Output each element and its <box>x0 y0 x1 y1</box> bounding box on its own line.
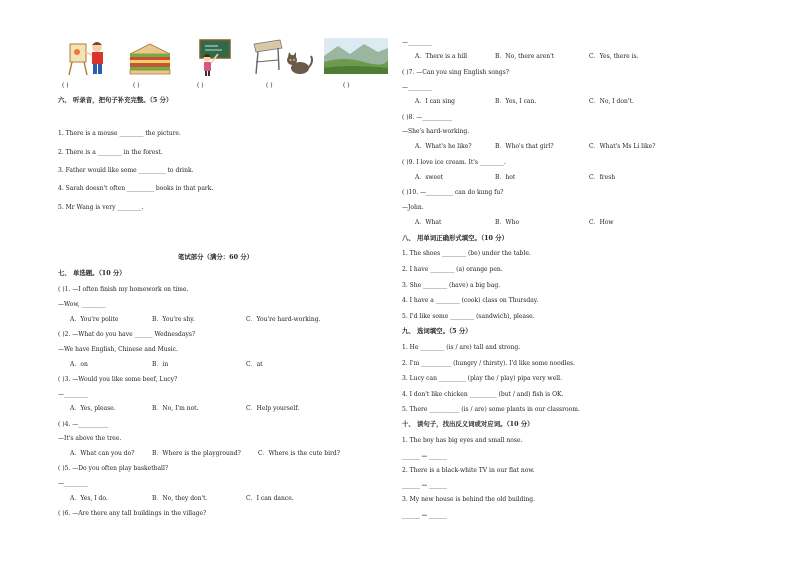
landscape-picture <box>324 38 388 74</box>
option-a[interactable]: A．There is a hill <box>415 53 468 60</box>
question-reply: —John. <box>402 204 424 211</box>
question-stem: ( )4. —__________ <box>58 421 109 428</box>
option-c[interactable]: C．How <box>589 219 614 226</box>
section6-item: 4. Sarah doesn't often _________ books in that park. <box>58 185 214 192</box>
section7-heading: 七、 单选题。（10 分） <box>58 269 126 277</box>
section6-item: 2. There is a ________ in the forest. <box>58 149 163 156</box>
question-stem: ( )6. —Are there any tall buildings in the village? <box>58 510 207 517</box>
section10-sentence: 3. My new house is behind the old building. <box>402 496 536 503</box>
section10-answer-pair[interactable]: ______ ↔ ______ <box>402 482 447 489</box>
question-reply: —It's above the tree. <box>58 435 122 442</box>
section8-item: 5. I'd like some ________ (sandwich), please. <box>402 313 535 320</box>
boy-painting-picture <box>68 38 110 76</box>
question-reply: —Wow, ________ <box>58 301 106 308</box>
section8-heading: 八、 用单词正确形式填空。（10 分） <box>402 234 509 242</box>
section6-item: 5. Mr Wang is very ________. <box>58 204 144 211</box>
section10-answer-pair[interactable]: ______ ↔ ______ <box>402 453 447 460</box>
picture-answer-paren[interactable]: ( ) <box>266 82 273 89</box>
option-b[interactable]: B．Yes, I can. <box>495 98 537 105</box>
question-reply: —She's hard-working. <box>402 128 470 135</box>
option-b[interactable]: B．No, there aren't <box>495 53 555 60</box>
option-a[interactable]: A．What's he like? <box>415 143 472 150</box>
option-c[interactable]: C．No, I don't. <box>589 98 634 105</box>
question-reply: —________ <box>402 39 432 46</box>
question-stem: ( )2. —What do you have ______ Wednesdays? <box>58 331 196 338</box>
option-c[interactable]: C．You're hard-working. <box>246 316 321 323</box>
option-a[interactable]: A．on <box>70 361 88 368</box>
option-c[interactable]: C．fresh <box>589 174 616 181</box>
question-reply: —We have English, Chinese and Music. <box>58 346 178 353</box>
section10-sentence: 2. There is a black-white TV in our flat now. <box>402 467 535 474</box>
option-c[interactable]: C．Help yourself. <box>246 405 300 412</box>
option-a[interactable]: A．What can you do? <box>70 450 135 457</box>
section9-item: 3. Lucy can _________ (play the / play) pipa very well. <box>402 375 562 382</box>
section9-item: 4. I don't like chicken _________ (but / and) fish is OK. <box>402 391 564 398</box>
picture-answer-paren[interactable]: ( ) <box>133 82 140 89</box>
option-b[interactable]: B．in <box>152 361 169 368</box>
option-a[interactable]: A．Yes, please. <box>70 405 116 412</box>
section9-item: 5. There __________ (is / are) some plants in our classroom. <box>402 406 580 413</box>
option-a[interactable]: A．sweet <box>415 174 444 181</box>
option-b[interactable]: B．No, they don't. <box>152 495 208 502</box>
section9-item: 2. I'm __________ (hungry / thirsty). I'd like some noodles. <box>402 360 576 367</box>
picture-answer-paren[interactable]: ( ) <box>62 82 69 89</box>
section9-heading: 九、 选词填空。（5 分） <box>402 327 472 335</box>
section8-item: 4. I have a ________ (cook) class on Thursday. <box>402 297 539 304</box>
teacher-picture <box>196 38 232 76</box>
option-c[interactable]: C．Where is the cute bird? <box>258 450 340 457</box>
option-c[interactable]: C．I can dance. <box>246 495 294 502</box>
option-a[interactable]: A．What <box>415 219 442 226</box>
section10-sentence: 1. The boy has big eyes and small nose. <box>402 437 523 444</box>
section8-item: 3. She ________ (have) a big bag. <box>402 282 501 289</box>
option-b[interactable]: B．Who's that girl? <box>495 143 554 150</box>
option-b[interactable]: B．No, I'm not. <box>152 405 199 412</box>
question-stem: ( )9. I love ice cream. It's ________. <box>402 159 506 166</box>
desk-cat-picture <box>248 38 316 78</box>
question-stem: ( )8. —__________ <box>402 114 453 121</box>
section10-heading: 十、 读句子，找出反义词或对应词。（10 分） <box>402 420 534 428</box>
section8-item: 1. The shoes ________ (be) under the table. <box>402 250 531 257</box>
section6-heading: 六、 听录音，把句子补充完整。（5 分） <box>58 96 173 104</box>
written-part-title: 笔试部分（满分：60 分） <box>178 253 254 261</box>
option-c[interactable]: C．Yes, there is. <box>589 53 639 60</box>
question-stem: ( )10. —_________ can do kung fu? <box>402 189 504 196</box>
option-b[interactable]: B．Who <box>495 219 520 226</box>
section6-item: 1. There is a mouse ________ the picture. <box>58 130 181 137</box>
picture-answer-paren[interactable]: ( ) <box>197 82 204 89</box>
question-stem: ( )3. —Would you like some beef, Lucy? <box>58 376 178 383</box>
option-b[interactable]: B．You're shy. <box>152 316 195 323</box>
question-reply: —________ <box>402 84 432 91</box>
question-reply: —________ <box>58 391 88 398</box>
picture-answer-paren[interactable]: ( ) <box>343 82 350 89</box>
question-stem: ( )1. —I often finish my homework on time. <box>58 286 189 293</box>
section9-item: 1. He ________ (is / are) tall and strong. <box>402 344 521 351</box>
question-reply: —________ <box>58 480 88 487</box>
section8-item: 2. I have ________ (a) orange pen. <box>402 266 503 273</box>
sandwich-picture <box>128 42 172 76</box>
question-stem: ( )5. —Do you often play basketball? <box>58 465 169 472</box>
option-a[interactable]: A．You're polite <box>70 316 119 323</box>
option-c[interactable]: C．What's Ms Li like? <box>589 143 656 150</box>
option-b[interactable]: B．Where is the playground? <box>152 450 241 457</box>
section10-answer-pair[interactable]: ______ ↔ ______ <box>402 512 447 519</box>
question-stem: ( )7. —Can you sing English songs? <box>402 69 510 76</box>
option-b[interactable]: B．hot <box>495 174 516 181</box>
section6-item: 3. Father would like some _________ to drink. <box>58 167 194 174</box>
option-c[interactable]: C．at <box>246 361 263 368</box>
option-a[interactable]: A．Yes, I do. <box>70 495 108 502</box>
option-a[interactable]: A．I can sing <box>415 98 456 105</box>
